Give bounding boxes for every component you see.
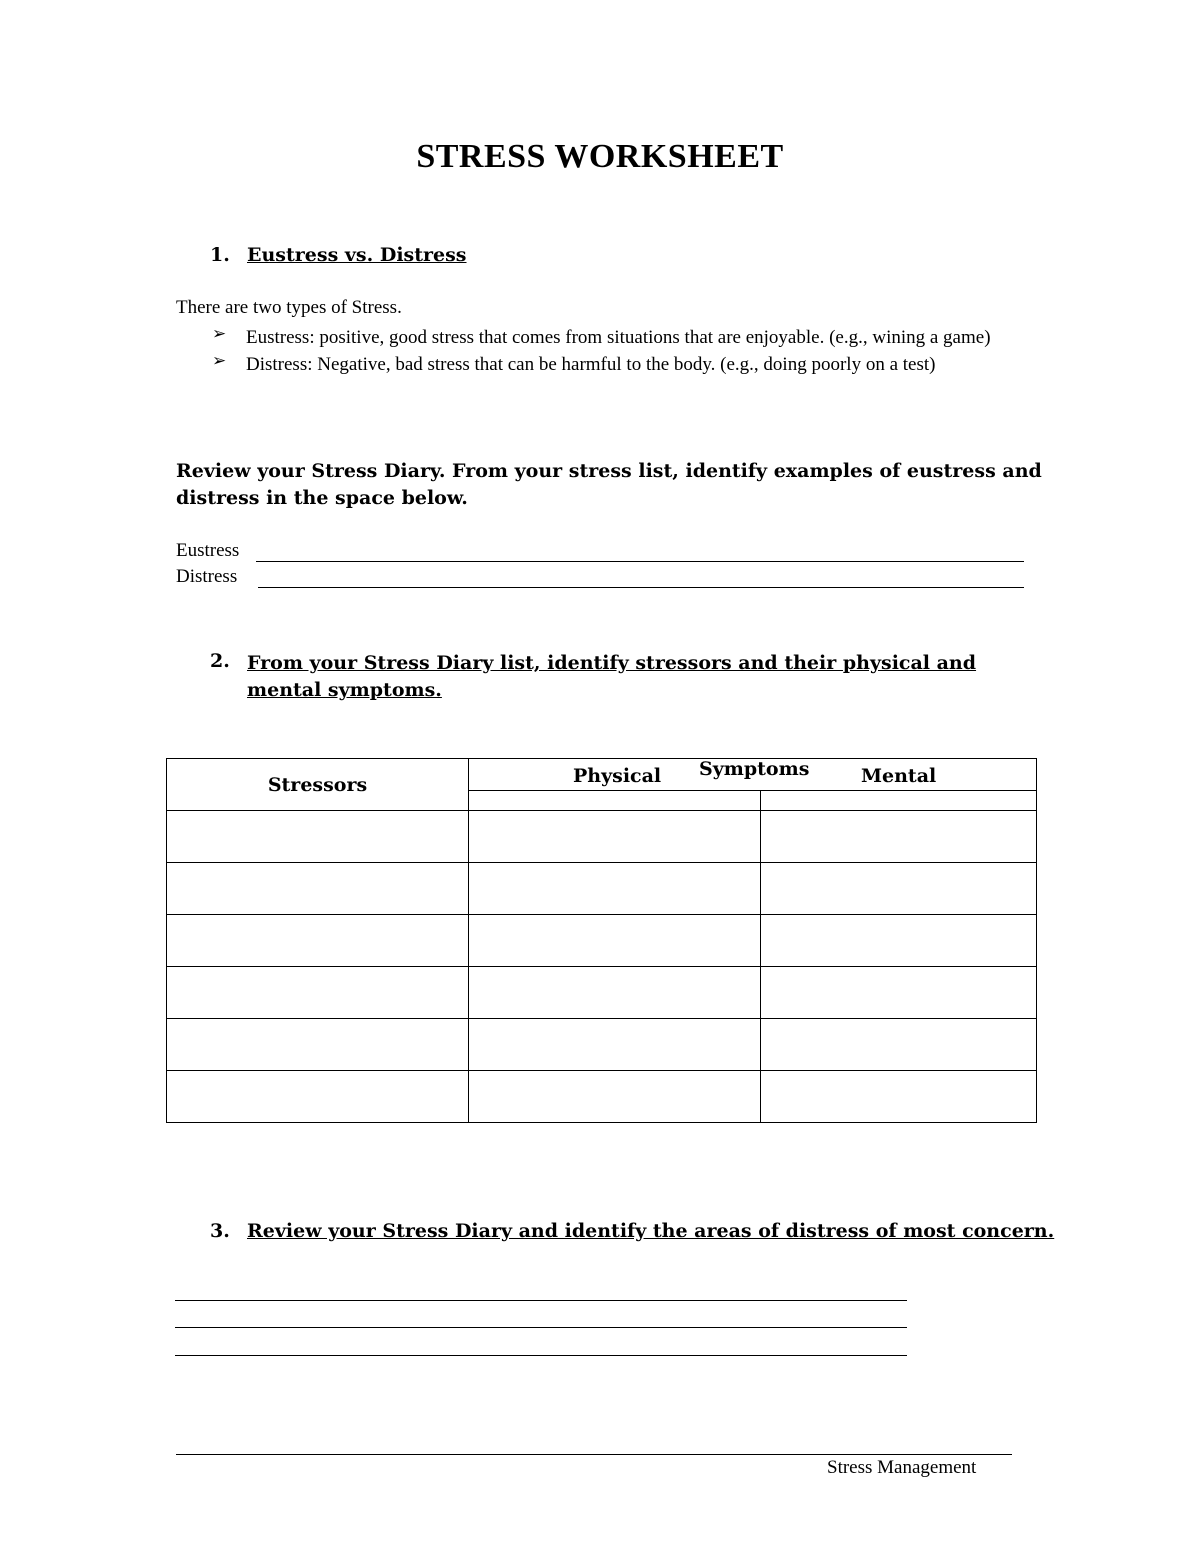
- arrow-bullet-icon: ➢: [212, 351, 227, 370]
- physical-cell[interactable]: [469, 863, 761, 915]
- mental-cell[interactable]: [761, 915, 1037, 967]
- stressor-cell[interactable]: [167, 915, 469, 967]
- mental-cell[interactable]: [761, 863, 1037, 915]
- mental-cell[interactable]: [761, 1019, 1037, 1071]
- section3-heading: Review your Stress Diary and identify the areas of distress of most concern.: [247, 1220, 1055, 1242]
- arrow-bullet-icon: ➢: [212, 324, 227, 343]
- concern-answer-line[interactable]: [175, 1327, 907, 1328]
- concern-answer-line[interactable]: [175, 1300, 907, 1301]
- section3-number: 3.: [210, 1220, 230, 1242]
- table-row: [167, 863, 1037, 915]
- physical-cell[interactable]: [469, 967, 761, 1019]
- distress-answer-line[interactable]: [258, 587, 1024, 588]
- header-physical: Physical: [573, 765, 662, 787]
- table-row: [167, 967, 1037, 1019]
- concern-answer-line[interactable]: [175, 1355, 907, 1356]
- stressors-table: [166, 758, 1037, 1123]
- table-row: [167, 915, 1037, 967]
- mental-cell[interactable]: [761, 1071, 1037, 1123]
- stressor-cell[interactable]: [167, 863, 469, 915]
- footer-text: Stress Management: [827, 1457, 977, 1478]
- section2-heading: From your Stress Diary list, identify stressors and their physical and mental symptoms.: [247, 652, 977, 701]
- physical-cell[interactable]: [469, 1019, 761, 1071]
- physical-cell[interactable]: [469, 915, 761, 967]
- subheader-mental-cell: [761, 791, 1037, 811]
- header-symptoms-group: [469, 759, 1037, 791]
- section1-heading: Eustress vs. Distress: [247, 244, 467, 266]
- mental-cell[interactable]: [761, 811, 1037, 863]
- stressor-cell[interactable]: [167, 1019, 469, 1071]
- physical-cell[interactable]: [469, 1071, 761, 1123]
- section1-prompt: Review your Stress Diary. From your stress list, identify examples of eustress and distress in the space below.: [176, 460, 1042, 509]
- stressor-cell[interactable]: [167, 1071, 469, 1123]
- stressor-cell[interactable]: [167, 967, 469, 1019]
- header-stressors: Stressors: [167, 759, 469, 811]
- bullet-list: [212, 324, 1046, 378]
- header-symptoms: Symptoms: [699, 758, 810, 780]
- header-mental: Mental: [861, 765, 937, 787]
- subheader-physical-cell: [469, 791, 761, 811]
- mental-cell[interactable]: [761, 967, 1037, 1019]
- table-row: [167, 811, 1037, 863]
- section1-intro: There are two types of Stress.: [176, 297, 402, 318]
- table-row: [167, 1071, 1037, 1123]
- eustress-answer-line[interactable]: [256, 561, 1024, 562]
- bullet-item-eustress: ➢ Eustress: positive, good stress that comes from situations that are enjoyable. (e.g., wining a game): [212, 324, 1046, 351]
- stressor-cell[interactable]: [167, 811, 469, 863]
- distress-label: Distress: [176, 566, 238, 587]
- section1-number: 1.: [210, 244, 230, 266]
- footer-divider: [176, 1454, 1012, 1455]
- section2-number: 2.: [210, 650, 230, 672]
- bullet-item-distress: ➢ Distress: Negative, bad stress that can be harmful to the body. (e.g., doing poorly on a test): [212, 351, 1046, 378]
- table-row: [167, 1019, 1037, 1071]
- physical-cell[interactable]: [469, 811, 761, 863]
- eustress-label: Eustress: [176, 540, 240, 561]
- page-title: STRESS WORKSHEET: [416, 138, 784, 175]
